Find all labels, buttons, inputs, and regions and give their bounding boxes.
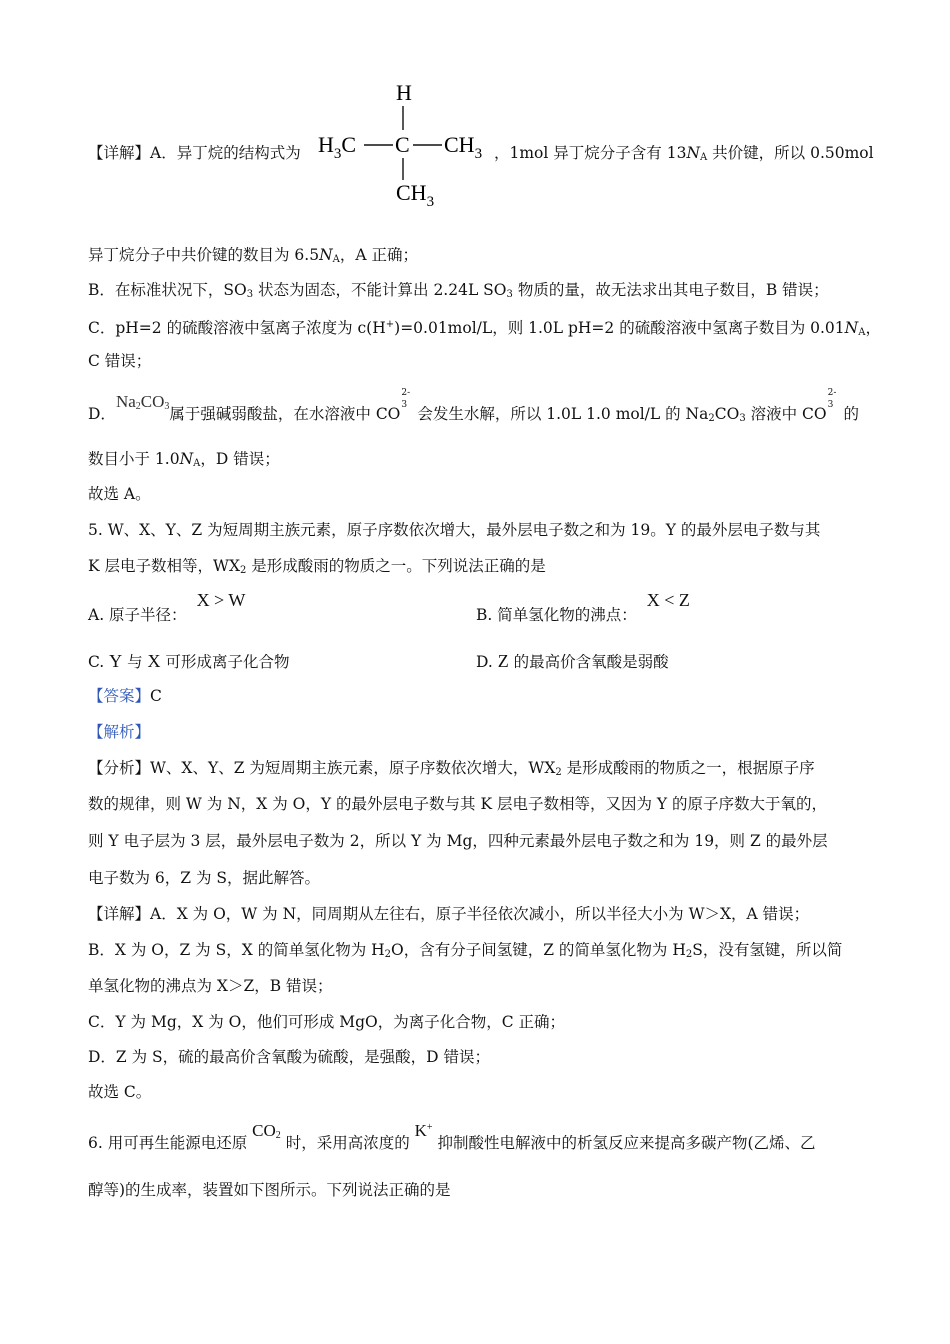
analysis-line-1: 【分析】W、X、Y、Z 为短周期主族元素，原子序数依次增大，$WX_2$ 是形成酸雨的物质之一，根据原子序 bbox=[88, 759, 815, 778]
q5-stem-line-1: 5. W、X、Y、Z 为短周期主族元素，原子序数依次增大，最外层电子数之和为 19。Y 的最外层电子数与其 bbox=[88, 521, 821, 539]
detail-line-8: 故选 A。 bbox=[88, 485, 151, 503]
detail-line-2: 异丁烷分子中共价键的数目为 $6.5N_A$，A 正确； bbox=[88, 246, 419, 265]
q5-option-c: C. Y 与 X 可形成离子化合物 bbox=[88, 651, 290, 671]
analysis-line-4: 电子数为 6，Z 为 S，据此解答。 bbox=[88, 869, 321, 887]
q5-detail-line-6: 故选 C。 bbox=[88, 1083, 152, 1101]
struct-h: H bbox=[396, 80, 412, 105]
detail-line-6: D．$Na_2CO_3$属于强碱弱酸盐，在水溶液中 CO 2- 3 会发生水解，所以 1.0L 1.0 mol/L 的 $Na_2CO_3$ 溶液中 CO 2- 3 的 bbox=[88, 388, 860, 424]
struct-center: C bbox=[395, 132, 410, 157]
q5-detail-line-4: C．Y 为 Mg，X 为 O，他们可形成 MgO，为离子化合物，C 正确； bbox=[88, 1013, 566, 1031]
struct-right: $CH_3$ bbox=[444, 132, 483, 162]
detail-line-7: 数目小于 $1.0N_A$，D 错误； bbox=[88, 450, 280, 469]
q5-detail-line-3: 单氢化物的沸点为 X＞Z，B 错误； bbox=[88, 977, 333, 995]
q6-stem-line-2: 醇等)的生成率，装置如下图所示。下列说法正确的是 bbox=[88, 1181, 451, 1199]
isobutane-structure bbox=[316, 80, 496, 210]
detail-line-3: B．在标准状况下，$SO_3$ 状态为固态，不能计算出 2.24L $SO_3$ 物质的量，故无法求出其电子数目，B 错误； bbox=[88, 281, 829, 300]
q5-stem-line-2: K 层电子数相等，$WX_2$ 是形成酸雨的物质之一。下列说法正确的是 bbox=[88, 557, 546, 576]
q5-option-a: A. 原子半径：X > W bbox=[88, 590, 246, 624]
analysis-line-2: 数的规律，则 W 为 N，X 为 O，Y 的最外层电子数与其 K 层电子数相等，又因为 Y 的原子序数大于氧的， bbox=[88, 795, 828, 813]
q6-stem-line-1: 6. 用可再生能源电还原 $CO_2$ 时，采用高浓度的 K+ 抑制酸性电解液中的析氢反应来提高多碳产物(乙烯、乙 bbox=[88, 1121, 816, 1152]
answer-line bbox=[88, 686, 162, 706]
analysis-heading: 【解析】 bbox=[88, 723, 151, 741]
q5-option-b: B. 简单氢化物的沸点：X < Z bbox=[476, 590, 690, 624]
answer-label: 【答案】 bbox=[88, 687, 151, 705]
detail-line-1-tail: ，1mol 异丁烷分子含有 $13N_A$ 共价键，所以 0.50mol bbox=[494, 144, 874, 163]
q5-detail-line-5: D．Z 为 S，硫的最高价含氧酸为硫酸，是强酸，D 错误； bbox=[88, 1048, 491, 1066]
q5-option-d: D. Z 的最高价含氧酸是弱酸 bbox=[476, 651, 669, 671]
struct-bottom: $CH_3$ bbox=[396, 180, 435, 210]
detail-line-5: C 错误； bbox=[88, 352, 152, 370]
answer-value: C bbox=[150, 687, 162, 705]
struct-left: $H_3C$ bbox=[318, 132, 357, 162]
q5-detail-line-2: B．X 为 O，Z 为 S，X 的简单氢化物为 $H_2O$，含有分子间氢键，Z 的简单氢化物为 $H_2S$，没有氢键，所以简 bbox=[88, 941, 843, 960]
detail-line-4: C．pH=2 的硫酸溶液中氢离子浓度为 c(H+)=0.01mol/L，则 1.0L pH=2 的硫酸溶液中氢离子数目为 $0.01N_A$， bbox=[88, 319, 881, 338]
q5-detail-line-1: 【详解】A．X 为 O，W 为 N，同周期从左往右，原子半径依次减小，所以半径大小为 W＞X，A 错误； bbox=[88, 905, 810, 923]
detail-line-1: 【详解】A．异丁烷的结构式为 bbox=[88, 144, 301, 162]
analysis-line-3: 则 Y 电子层为 3 层，最外层电子数为 2，所以 Y 为 Mg，四种元素最外层电子数之和为 19，则 Z 的最外层 bbox=[88, 832, 828, 850]
